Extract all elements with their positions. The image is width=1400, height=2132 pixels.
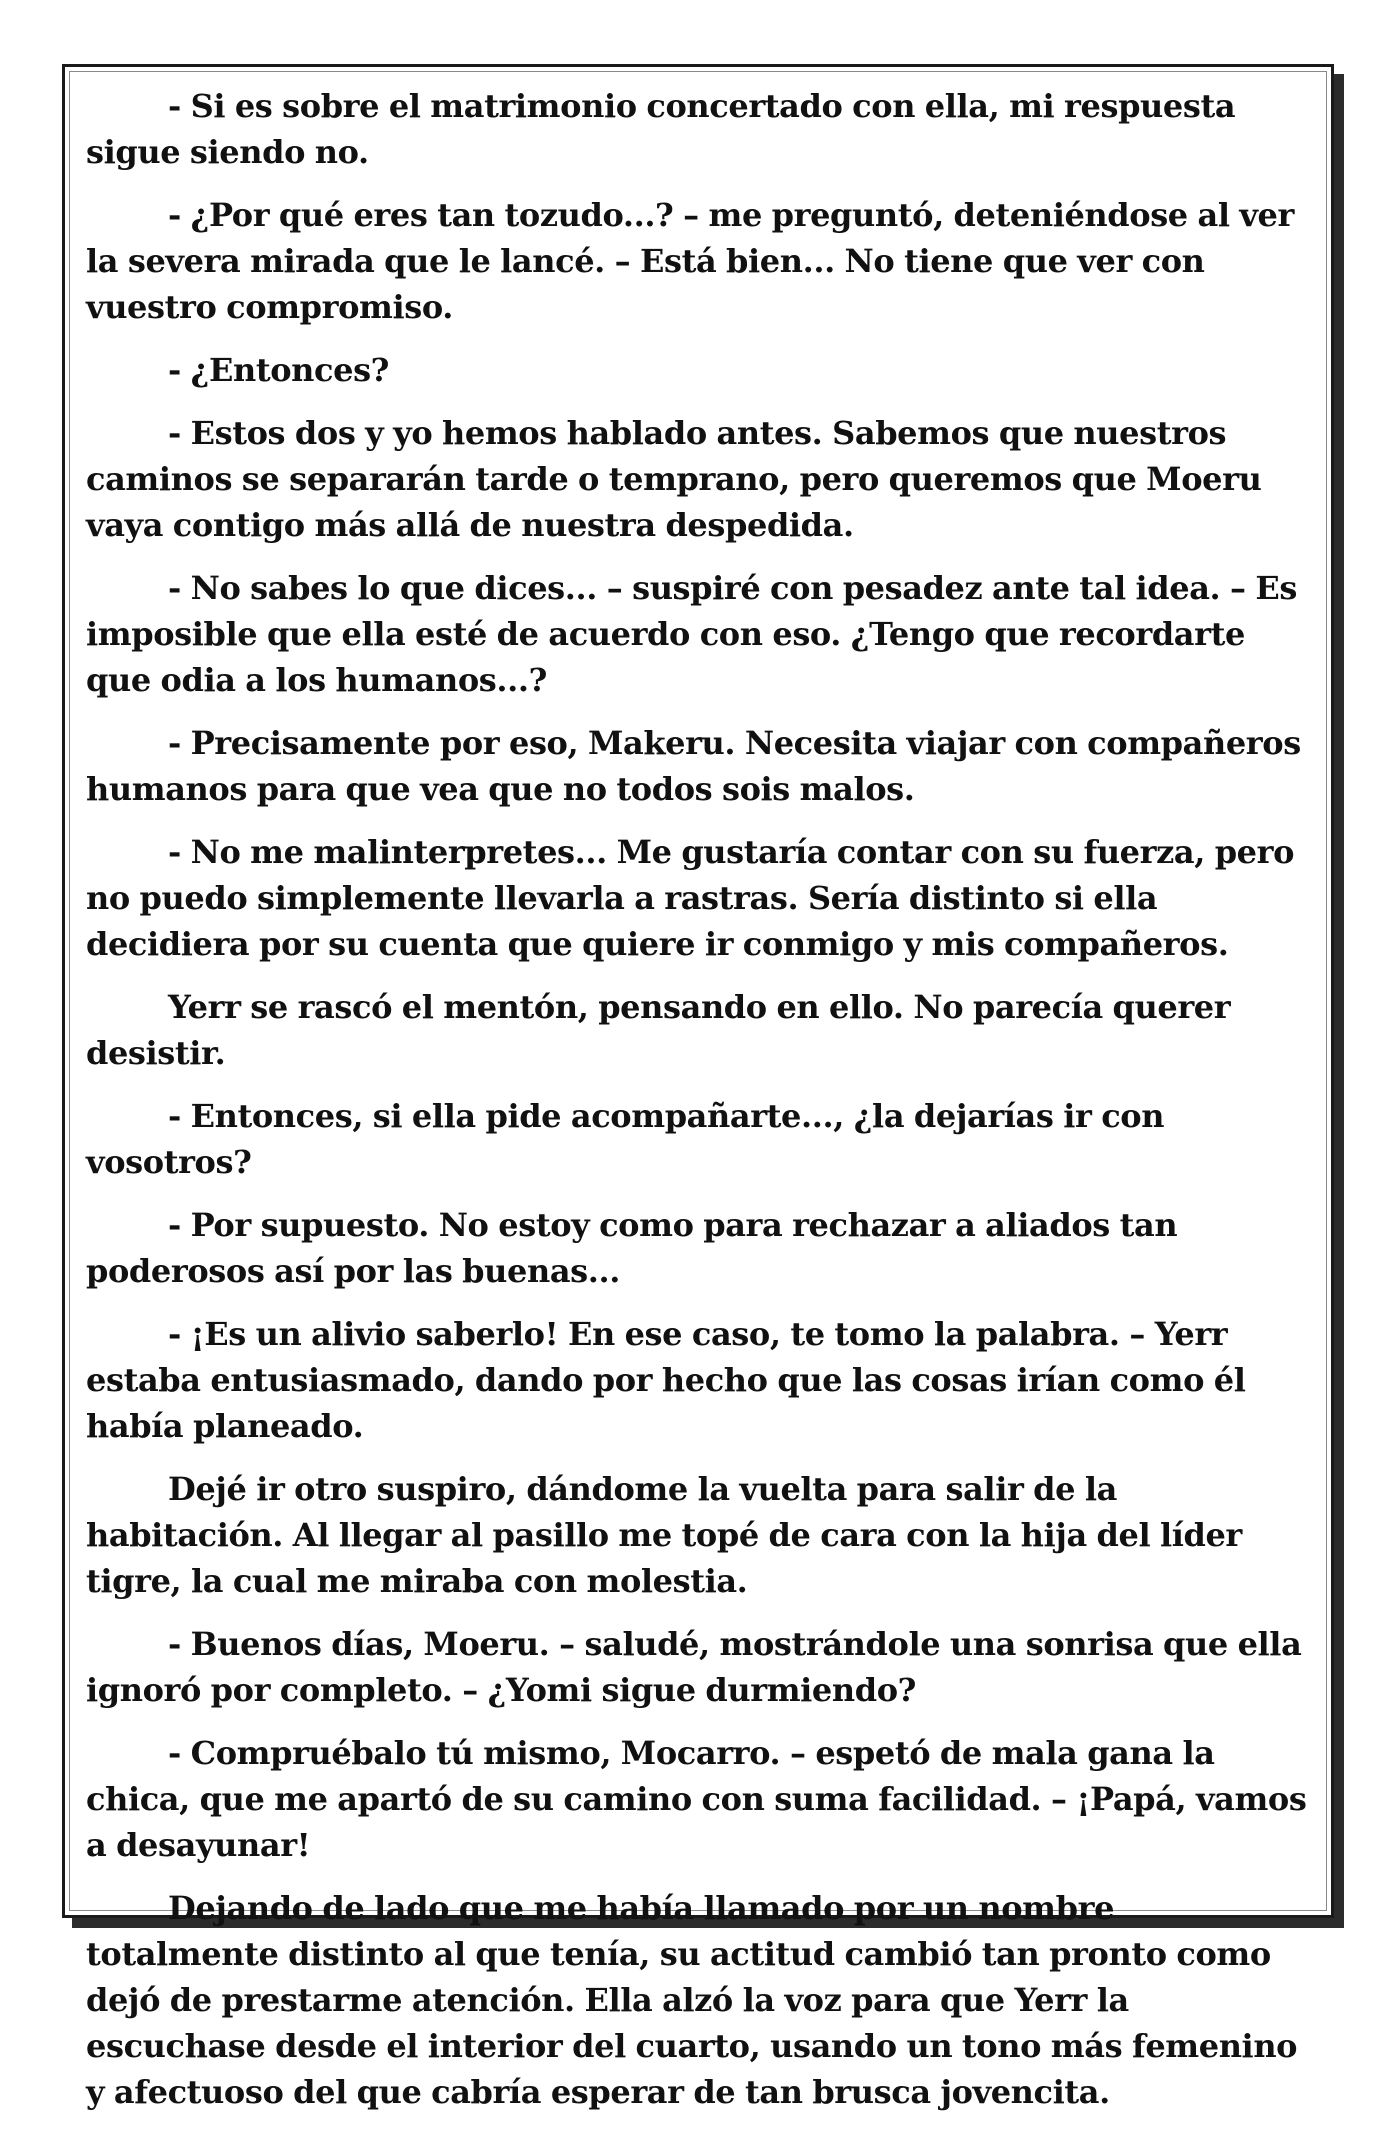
paragraph: - Compruébalo tú mismo, Mocarro. – espetó de mala gana la chica, que me apartó de su camino con suma facilidad. – ¡Papá, vamos a desayunar! xyxy=(86,1734,1307,1864)
paragraph: - Estos dos y yo hemos hablado antes. Sabemos que nuestros caminos se separarán tarde o temprano, pero queremos que Moeru vaya contigo más allá de nuestra despedida. xyxy=(86,414,1262,544)
paragraph: - Precisamente por eso, Makeru. Necesita viajar con compañeros humanos para que vea que no todos sois malos. xyxy=(86,724,1301,808)
paragraph: - Por supuesto. No estoy como para rechazar a aliados tan poderosos así por las buenas... xyxy=(86,1206,1178,1290)
paragraph: - ¿Por qué eres tan tozudo...? – me preguntó, deteniéndose al ver la severa mirada que le lancé. – Está bien... No tiene que ver con vuestro compromiso. xyxy=(86,196,1294,326)
paragraph: - No me malinterpretes... Me gustaría contar con su fuerza, pero no puedo simplemente llevarla a rastras. Sería distinto si ella decidiera por su cuenta que quiere ir conmigo y mis compañeros. xyxy=(86,833,1295,963)
paragraph: Yerr se rascó el mentón, pensando en ello. No parecía querer desistir. xyxy=(86,988,1231,1072)
text-body xyxy=(86,83,1316,2132)
paragraph: - Buenos días, Moeru. – saludé, mostrándole una sonrisa que ella ignoró por completo. – ¿Yomi sigue durmiendo? xyxy=(86,1625,1302,1709)
paragraph: - ¡Es un alivio saberlo! En ese caso, te tomo la palabra. – Yerr estaba entusiasmado, dando por hecho que las cosas irían como él había planeado. xyxy=(86,1315,1246,1445)
paragraph: - No sabes lo que dices... – suspiré con pesadez ante tal idea. – Es imposible que ella esté de acuerdo con eso. ¿Tengo que recordarte que odia a los humanos...? xyxy=(86,569,1297,699)
paragraph: - ¿Entonces? xyxy=(168,351,390,389)
paragraph: - Si es sobre el matrimonio concertado con ella, mi respuesta sigue siendo no. xyxy=(86,87,1236,171)
page-frame xyxy=(62,64,1334,2111)
paragraph: Dejando de lado que me había llamado por un nombre totalmente distinto al que tenía, su actitud cambió tan pronto como dejó de prestarme atención. Ella alzó la voz para que Yerr la escuchase desde el interior del cuarto, usando un tono más femenino y afectuoso del que cabría esperar de tan brusca jovencita. xyxy=(86,1889,1298,2111)
paragraph: - Entonces, si ella pide acompañarte..., ¿la dejarías ir con vosotros? xyxy=(86,1097,1165,1181)
paragraph: Dejé ir otro suspiro, dándome la vuelta para salir de la habitación. Al llegar al pasillo me topé de cara con la hija del líder tigre, la cual me miraba con molestia. xyxy=(86,1470,1242,1600)
